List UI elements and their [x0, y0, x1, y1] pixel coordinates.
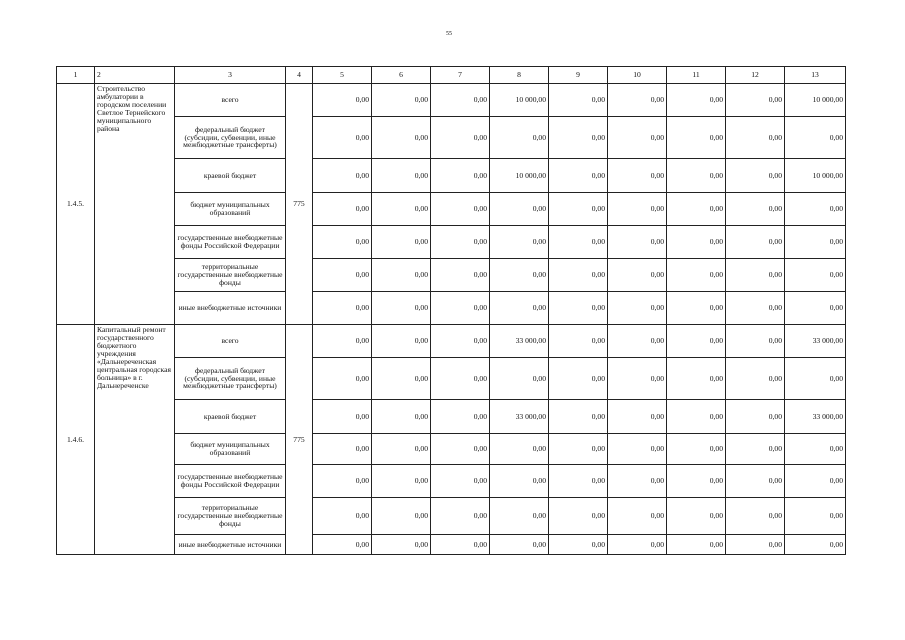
table-row [57, 358, 846, 400]
value-cell: 0,00 [608, 465, 667, 498]
value-cell: 0,00 [667, 325, 726, 358]
value-cell: 0,00 [785, 193, 846, 226]
funding-source: федеральный бюджет (субсидии, субвенции, иные межбюджетные трансферты) [175, 358, 286, 400]
value-cell: 0,00 [785, 498, 846, 535]
value-cell: 0,00 [313, 535, 372, 555]
value-cell: 0,00 [726, 84, 785, 117]
header-cell: 5 [313, 67, 372, 84]
value-cell: 0,00 [431, 358, 490, 400]
value-cell: 0,00 [431, 259, 490, 292]
value-cell: 0,00 [313, 84, 372, 117]
value-cell: 0,00 [667, 259, 726, 292]
value-cell: 0,00 [667, 465, 726, 498]
value-cell: 0,00 [667, 292, 726, 325]
header-cell: 3 [175, 67, 286, 84]
value-cell: 0,00 [313, 159, 372, 193]
header-cell: 4 [286, 67, 313, 84]
value-cell: 0,00 [608, 325, 667, 358]
value-cell: 0,00 [549, 535, 608, 555]
value-cell: 10 000,00 [785, 159, 846, 193]
value-cell: 0,00 [313, 358, 372, 400]
value-cell: 0,00 [726, 292, 785, 325]
value-cell: 0,00 [313, 325, 372, 358]
value-cell: 0,00 [431, 117, 490, 159]
table-row [57, 325, 846, 358]
value-cell: 0,00 [667, 400, 726, 434]
measure-name: Капитальный ремонт государственного бюджетного учреждения «Дальнереченская центральная городская больница» в г. Дальнереченске [95, 325, 175, 555]
value-cell: 0,00 [490, 498, 549, 535]
funding-source: краевой бюджет [175, 400, 286, 434]
table-row [57, 498, 846, 535]
table-row [57, 434, 846, 465]
value-cell: 0,00 [372, 358, 431, 400]
value-cell: 0,00 [431, 292, 490, 325]
value-cell: 0,00 [372, 400, 431, 434]
value-cell: 0,00 [608, 498, 667, 535]
funding-source: территориальные государственные внебюджетные фонды [175, 498, 286, 535]
value-cell: 0,00 [431, 498, 490, 535]
value-cell: 0,00 [431, 325, 490, 358]
value-cell: 0,00 [667, 117, 726, 159]
value-cell: 33 000,00 [785, 400, 846, 434]
value-cell: 0,00 [785, 117, 846, 159]
funding-source: всего [175, 84, 286, 117]
value-cell: 0,00 [667, 226, 726, 259]
value-cell: 0,00 [372, 84, 431, 117]
funding-source: бюджет муниципальных образований [175, 434, 286, 465]
value-cell: 0,00 [549, 159, 608, 193]
value-cell: 0,00 [313, 434, 372, 465]
value-cell: 0,00 [431, 535, 490, 555]
value-cell: 10 000,00 [490, 159, 549, 193]
table-body [57, 67, 846, 555]
value-cell: 0,00 [490, 292, 549, 325]
table-row [57, 535, 846, 555]
header-row [57, 67, 846, 84]
value-cell: 0,00 [667, 358, 726, 400]
value-cell: 0,00 [726, 498, 785, 535]
value-cell: 0,00 [785, 535, 846, 555]
value-cell: 0,00 [608, 292, 667, 325]
header-cell: 2 [95, 67, 175, 84]
header-cell: 12 [726, 67, 785, 84]
value-cell: 0,00 [667, 84, 726, 117]
header-cell: 9 [549, 67, 608, 84]
value-cell: 0,00 [313, 117, 372, 159]
funding-source: всего [175, 325, 286, 358]
funding-source: иные внебюджетные источники [175, 535, 286, 555]
funding-source: государственные внебюджетные фонды Российской Федерации [175, 226, 286, 259]
table-row [57, 259, 846, 292]
value-cell: 0,00 [549, 226, 608, 259]
value-cell: 0,00 [785, 259, 846, 292]
value-cell: 0,00 [372, 498, 431, 535]
table-row [57, 226, 846, 259]
value-cell: 0,00 [549, 193, 608, 226]
value-cell: 0,00 [431, 434, 490, 465]
value-cell: 0,00 [785, 358, 846, 400]
value-cell: 0,00 [608, 84, 667, 117]
value-cell: 0,00 [431, 465, 490, 498]
value-cell: 0,00 [372, 434, 431, 465]
funding-source: государственные внебюджетные фонды Российской Федерации [175, 465, 286, 498]
value-cell: 0,00 [549, 358, 608, 400]
value-cell: 0,00 [372, 325, 431, 358]
value-cell: 0,00 [431, 84, 490, 117]
value-cell: 0,00 [431, 159, 490, 193]
value-cell: 0,00 [549, 434, 608, 465]
value-cell: 33 000,00 [785, 325, 846, 358]
value-cell: 0,00 [726, 117, 785, 159]
value-cell: 0,00 [608, 434, 667, 465]
value-cell: 0,00 [313, 226, 372, 259]
value-cell: 0,00 [608, 535, 667, 555]
value-cell: 0,00 [372, 226, 431, 259]
value-cell: 0,00 [372, 535, 431, 555]
value-cell: 0,00 [549, 400, 608, 434]
value-cell: 0,00 [549, 292, 608, 325]
value-cell: 0,00 [372, 292, 431, 325]
value-cell: 10 000,00 [785, 84, 846, 117]
value-cell: 0,00 [608, 358, 667, 400]
value-cell: 0,00 [785, 226, 846, 259]
value-cell: 33 000,00 [490, 400, 549, 434]
value-cell: 0,00 [667, 159, 726, 193]
value-cell: 0,00 [549, 259, 608, 292]
table-row [57, 292, 846, 325]
value-cell: 0,00 [372, 193, 431, 226]
value-cell: 0,00 [372, 117, 431, 159]
budget-code: 775 [286, 325, 313, 555]
value-cell: 0,00 [726, 400, 785, 434]
value-cell: 0,00 [726, 193, 785, 226]
value-cell: 0,00 [608, 193, 667, 226]
value-cell: 0,00 [490, 465, 549, 498]
value-cell: 0,00 [549, 117, 608, 159]
table-row [57, 400, 846, 434]
value-cell: 0,00 [608, 400, 667, 434]
header-cell: 1 [57, 67, 95, 84]
value-cell: 0,00 [785, 434, 846, 465]
value-cell: 0,00 [431, 400, 490, 434]
value-cell: 0,00 [667, 498, 726, 535]
row-code: 1.4.6. [57, 325, 95, 555]
page-number: 55 [446, 31, 452, 37]
table-row [57, 465, 846, 498]
value-cell: 0,00 [549, 465, 608, 498]
funding-source: иные внебюджетные источники [175, 292, 286, 325]
value-cell: 0,00 [608, 159, 667, 193]
value-cell: 0,00 [431, 193, 490, 226]
table-row [57, 193, 846, 226]
value-cell: 0,00 [785, 465, 846, 498]
funding-source: федеральный бюджет (субсидии, субвенции, иные межбюджетные трансферты) [175, 117, 286, 159]
funding-source: бюджет муниципальных образований [175, 193, 286, 226]
value-cell: 0,00 [726, 159, 785, 193]
value-cell: 0,00 [490, 358, 549, 400]
value-cell: 0,00 [726, 358, 785, 400]
header-cell: 7 [431, 67, 490, 84]
value-cell: 0,00 [726, 226, 785, 259]
header-cell: 11 [667, 67, 726, 84]
value-cell: 0,00 [667, 193, 726, 226]
value-cell: 0,00 [608, 226, 667, 259]
value-cell: 0,00 [372, 159, 431, 193]
value-cell: 0,00 [490, 434, 549, 465]
value-cell: 0,00 [431, 226, 490, 259]
value-cell: 0,00 [667, 434, 726, 465]
value-cell: 0,00 [490, 226, 549, 259]
value-cell: 0,00 [726, 434, 785, 465]
header-cell: 6 [372, 67, 431, 84]
value-cell: 0,00 [549, 84, 608, 117]
value-cell: 0,00 [490, 259, 549, 292]
value-cell: 0,00 [726, 325, 785, 358]
budget-table [56, 66, 846, 555]
funding-source: территориальные государственные внебюджетные фонды [175, 259, 286, 292]
value-cell: 0,00 [785, 292, 846, 325]
row-code: 1.4.5. [57, 84, 95, 325]
value-cell: 0,00 [313, 498, 372, 535]
value-cell: 0,00 [313, 292, 372, 325]
value-cell: 0,00 [313, 400, 372, 434]
value-cell: 33 000,00 [490, 325, 549, 358]
value-cell: 0,00 [372, 465, 431, 498]
value-cell: 0,00 [667, 535, 726, 555]
value-cell: 0,00 [549, 498, 608, 535]
value-cell: 0,00 [313, 193, 372, 226]
table-row [57, 117, 846, 159]
value-cell: 0,00 [608, 259, 667, 292]
table-row [57, 84, 846, 117]
value-cell: 10 000,00 [490, 84, 549, 117]
measure-name: Строительство амбулатории в городском поселении Светлое Тернейского муниципального района [95, 84, 175, 325]
value-cell: 0,00 [726, 465, 785, 498]
value-cell: 0,00 [313, 259, 372, 292]
value-cell: 0,00 [313, 465, 372, 498]
value-cell: 0,00 [490, 117, 549, 159]
header-cell: 10 [608, 67, 667, 84]
value-cell: 0,00 [549, 325, 608, 358]
header-cell: 8 [490, 67, 549, 84]
value-cell: 0,00 [372, 259, 431, 292]
funding-source: краевой бюджет [175, 159, 286, 193]
header-cell: 13 [785, 67, 846, 84]
table-row [57, 159, 846, 193]
budget-code: 775 [286, 84, 313, 325]
value-cell: 0,00 [608, 117, 667, 159]
value-cell: 0,00 [726, 535, 785, 555]
value-cell: 0,00 [490, 193, 549, 226]
value-cell: 0,00 [490, 535, 549, 555]
value-cell: 0,00 [726, 259, 785, 292]
